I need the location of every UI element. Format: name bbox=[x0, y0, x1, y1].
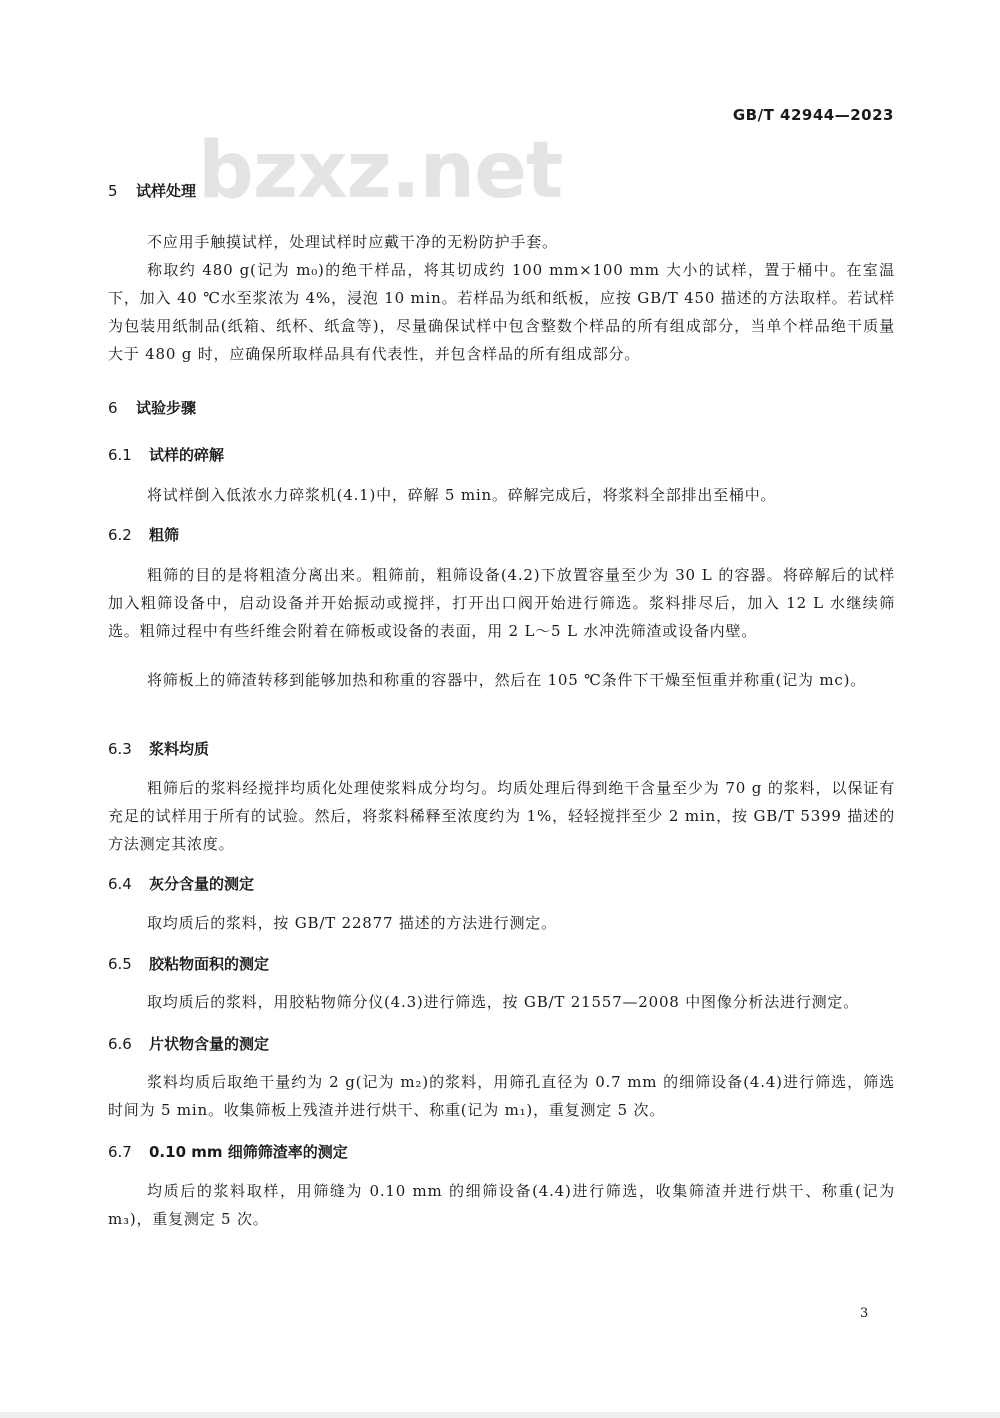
section-title: 浆料均质 bbox=[149, 740, 210, 758]
section-title: 试样的碎解 bbox=[149, 446, 225, 464]
section-title: 灰分含量的测定 bbox=[149, 875, 255, 893]
watermark: bzxz.net bbox=[198, 126, 563, 216]
section-title: 胶粘物面积的测定 bbox=[149, 955, 270, 973]
section-number: 6.7 bbox=[108, 1143, 132, 1161]
paragraph: 浆料均质后取绝干量约为 2 g(记为 m₂)的浆料，用筛孔直径为 0.7 mm 的细筛设备(4.4)进行筛选，筛选时间为 5 min。收集筛板上残渣并进行烘干、称重(记为 m₁)，重复测定 5 次。 bbox=[108, 1073, 895, 1119]
section-heading-6-1 bbox=[108, 444, 224, 465]
section-number: 5 bbox=[108, 182, 118, 200]
paragraph: 称取约 480 g(记为 m₀)的绝干样品，将其切成约 100 mm×100 mm 大小的试样，置于桶中。在室温下，加入 40 ℃水至浆浓为 4%，浸泡 10 min。若样品为纸和纸板，应按 GB/T 450 描述的方法取样。若试样为包装用纸制品(纸箱、纸杯、纸盒等)，尽量确保试样中包含整数个样品的所有组成部分，当单个样品绝干质量大于 480 g 时，应确保所取样品具有代表性，并包含样品的所有组成部分。 bbox=[108, 261, 895, 363]
paragraph: 不应用手触摸试样，处理试样时应戴干净的无粉防护手套。 bbox=[147, 233, 558, 251]
section-title: 试样处理 bbox=[136, 182, 197, 200]
section-heading-6-5 bbox=[108, 953, 269, 974]
section-heading-6-6 bbox=[108, 1033, 269, 1054]
section-heading-6-2 bbox=[108, 524, 179, 545]
paragraph: 粗筛后的浆料经搅拌均质化处理使浆料成分均匀。均质处理后得到绝干含量至少为 70 g 的浆料，以保证有充足的试样用于所有的试验。然后，将浆料稀释至浓度约为 1%，轻轻搅拌至少 2 min，按 GB/T 5399 描述的方法测定其浓度。 bbox=[108, 779, 895, 853]
section-heading-6-4 bbox=[108, 873, 254, 894]
section-heading-6 bbox=[108, 397, 196, 418]
section-number: 6.5 bbox=[108, 955, 132, 973]
section-number: 6.3 bbox=[108, 740, 132, 758]
section-title: 0.10 mm 细筛筛渣率的测定 bbox=[149, 1143, 348, 1161]
section-title: 粗筛 bbox=[149, 526, 180, 544]
section-number: 6.1 bbox=[108, 446, 132, 464]
section-title: 试验步骤 bbox=[136, 399, 197, 417]
paragraph: 取均质后的浆料，按 GB/T 22877 描述的方法进行测定。 bbox=[147, 914, 557, 932]
section-number: 6 bbox=[108, 399, 118, 417]
section-number: 6.6 bbox=[108, 1035, 132, 1053]
page-bottom-border bbox=[0, 1412, 1000, 1418]
section-number: 6.2 bbox=[108, 526, 132, 544]
section-heading-6-3 bbox=[108, 738, 209, 759]
paragraph: 均质后的浆料取样，用筛缝为 0.10 mm 的细筛设备(4.4)进行筛选，收集筛渣并进行烘干、称重(记为 m₃)，重复测定 5 次。 bbox=[108, 1182, 895, 1228]
page-number: 3 bbox=[860, 1306, 869, 1321]
paragraph: 粗筛的目的是将粗渣分离出来。粗筛前，粗筛设备(4.2)下放置容量至少为 30 L 的容器。将碎解后的试样加入粗筛设备中，启动设备并开始振动或搅拌，打开出口阀开始进行筛选。浆料排尽后，加入 12 L 水继续筛选。粗筛过程中有些纤维会附着在筛板或设备的表面，用 2 L～5 L 水冲洗筛渣或设备内壁。 bbox=[108, 566, 895, 640]
paragraph: 将试样倒入低浓水力碎浆机(4.1)中，碎解 5 min。碎解完成后，将浆料全部排出至桶中。 bbox=[147, 486, 777, 504]
paragraph: 取均质后的浆料，用胶粘物筛分仪(4.3)进行筛选，按 GB/T 21557—2008 中图像分析法进行测定。 bbox=[147, 993, 860, 1011]
section-number: 6.4 bbox=[108, 875, 132, 893]
paragraph: 将筛板上的筛渣转移到能够加热和称重的容器中，然后在 105 ℃条件下干燥至恒重并称重(记为 mc)。 bbox=[147, 671, 867, 689]
section-heading-6-7 bbox=[108, 1141, 348, 1162]
section-title: 片状物含量的测定 bbox=[149, 1035, 270, 1053]
standard-number: GB/T 42944—2023 bbox=[732, 106, 894, 124]
section-heading-5 bbox=[108, 180, 196, 201]
